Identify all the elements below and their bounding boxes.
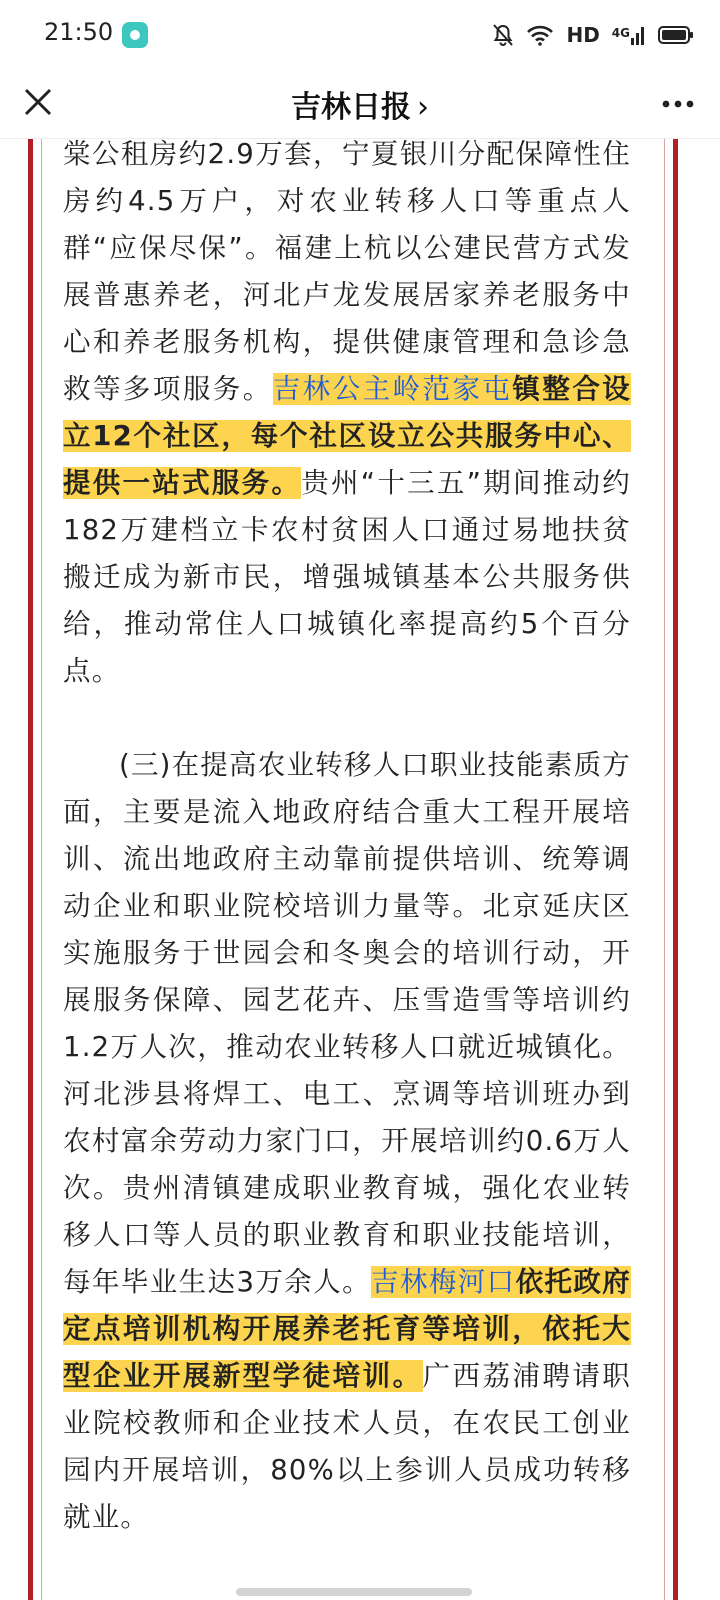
paragraph-text: 贵州“十三五”期间推动约182万建档立卡农村贫困人口通过易地扶贫搬迁成为新市民，增强城镇基本公共服务供给，推动常住人口城镇化率提高约5个百分点。 [63,467,631,687]
page-title: 吉林日报 [291,90,411,125]
status-time: 21:50 [44,18,114,46]
highlight-text: 镇整合设立12个社区，每个社区设立公共服务中心、提供一站式服务。 [63,373,631,499]
article-paragraph [63,139,631,695]
cell-signal [612,24,646,46]
home-indicator[interactable] [236,1588,472,1596]
status-icons [492,18,694,52]
battery-icon [658,25,694,45]
article-paragraph [63,742,631,1541]
cell-signal-icon [630,24,646,46]
paragraph-text: (三)在提高农业转移人口职业技能素质方面，主要是流入地政府结合重大工程开展培训、流出地政府主动靠前提供培训、统筹调动企业和职业院校培训力量等。北京延庆区实施服务于世园会和冬奥会的培训行动，开展服务保障、园艺花卉、压雪造雪等培训约1.2万人次，推动农业转移人口就近城镇化。河北涉县将焊工、电工、烹调等培训班办到农村富余劳动力家门口，开展培训约0.6万人次。贵州清镇建成职业教育城，强化农业转移人口等人员的职业教育和职业技能培训，每年毕业生达3万余人。 [63,749,631,1298]
hd-label: HD [566,23,600,47]
article-frame [28,139,678,1600]
highlight-link[interactable]: 吉林公主岭范家屯 [272,373,513,405]
more-options-button[interactable] [658,84,698,124]
wifi-icon [526,24,554,46]
mute-bell-icon [492,23,514,47]
chevron-right-icon: › [417,90,429,125]
more-dots-icon [658,84,698,124]
article-content [63,139,631,1541]
nav-bar [0,70,720,139]
paragraph-text: 广西荔浦聘请职业院校教师和企业技术人员，在农民工创业园内开展培训，80%以上参训人员成功转移就业。 [63,1360,631,1533]
paragraph-spacer [63,695,631,742]
highlight-text: 依托政府定点培训机构开展养老托育等培训，依托大型企业开展新型学徒培训。 [63,1266,632,1392]
paragraph-text: 棠公租房约2.9万套，宁夏银川分配保障性住房约4.5万户，对农业转移人口等重点人群“应保尽保”。福建上杭以公建民营方式发展普惠养老，河北卢龙发展居家养老服务中心和养老服务机构，提供健康管理和急诊急救等多项服务。 [63,139,631,405]
status-bar [0,0,720,70]
highlight-link[interactable]: 吉林梅河口 [371,1266,516,1298]
network-type-label: 4G [611,26,630,40]
app-notification-icon [122,22,148,48]
account-title-link[interactable] [0,82,720,126]
